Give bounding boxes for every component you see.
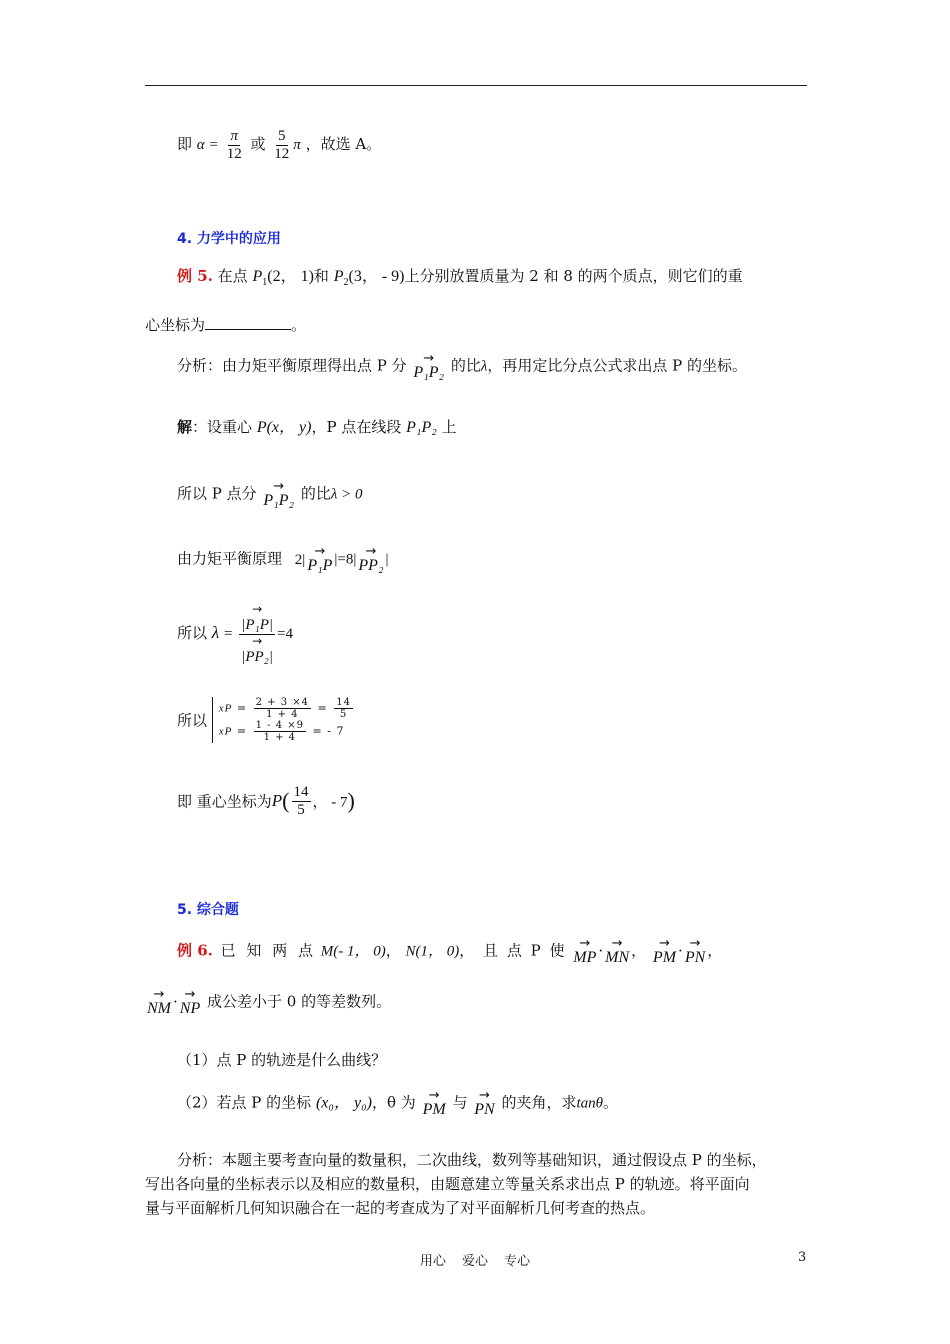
fraction-pi-12: $\frac{\pi}{12}$ — [226, 128, 242, 162]
vector-pn: → PN — [684, 936, 706, 966]
question-1: （1）点 P 的轨迹是什么曲线？ — [177, 1051, 387, 1069]
alpha-result-line — [177, 128, 381, 162]
point-p1: $P_1(2$， 1) — [252, 268, 314, 289]
analysis-6: 分析：本题主要考查向量的数量积，二次曲线，数列等基础知识，通过假设点 P 的坐标， 写出各向量的坐标表示以及相应的数量积，由题意建立等量关系求出点 P 的轨迹。将平面向 量与平面解析几何知识融合在一起的考查成为了对平面解析几何考查的热点。 — [145, 1151, 767, 1217]
ratio-line: 所以 P 点分 → P₁P₂ 的比λ > 0 — [177, 479, 363, 509]
alpha-symbol: α — [196, 137, 205, 153]
page-number: 3 — [798, 1250, 807, 1265]
point-p2: $P_2(3$， - 9) — [333, 268, 405, 289]
example-5-line-1: 例 5. 在点 $P_1(2$， 1)和 $P_2(3$， - 9)上分别放置质量为 2 和 8 的两个质点，则它们的重 — [177, 267, 743, 289]
text: 或 — [250, 135, 266, 153]
solution-line: 解：设重心 P(x， y)，P 点在线段 P₁P₂ 上 — [177, 418, 457, 436]
section-4-heading: 4. 力学中的应用 — [177, 231, 281, 247]
question-2: （2）若点 P 的坐标 (x₀， y₀)，θ 为 → PM 与 → PN 的夹角，求tanθ。 — [177, 1088, 619, 1118]
system-line: 所以 xP = $\frac{2 + 3 \times 4}{1 + 4}$ = $\frac{14}{5}$ xP = $\frac{1 - 4 \times 9}{1 + 4}$ = - 7 — [177, 697, 355, 743]
vector-p1p2: → P₁P₂ — [263, 479, 295, 509]
example-6-line-2: → NM · → NP 成公差小于 0 的等差数列。 — [147, 987, 392, 1017]
vector-nm: → NM — [147, 987, 171, 1017]
answer-blank — [205, 315, 291, 330]
example-label: 例 5. — [177, 267, 213, 285]
vector-p1p2: → P₁P₂ — [413, 351, 445, 381]
equation-system: xP = $\frac{2 + 3 \times 4}{1 + 4}$ = $\frac{14}{5}$ xP = $\frac{1 - 4 \times 9}{1 + 4}$ = - 7 — [212, 697, 355, 743]
vector-np: → NP — [179, 987, 201, 1017]
point-m: M(- 1， 0) — [320, 943, 386, 960]
center-fraction: $\frac{14}{5}$ — [293, 784, 309, 818]
vector-p1p: → P₁P — [307, 544, 333, 574]
vector-pm: → PM — [422, 1088, 446, 1118]
example-5-line-2: 心坐标为 。 — [145, 316, 307, 334]
vector-mn: → MN — [605, 936, 630, 966]
lambda-line: 所以 λ = → |P₁P| → |PP₂| =4 — [177, 602, 293, 665]
segment-p1p2: P₁P₂ — [406, 419, 437, 436]
example-6-line-1: 例 6. 已 知 两 点 M(- 1， 0)， N(1， 0)， 且 点 P 使 → MP · → MN ， → PM · → PN ， — [177, 936, 723, 966]
section-5-heading: 5. 综合题 — [177, 902, 239, 918]
vector-pp2: → PP₂ — [358, 544, 384, 574]
example-label: 例 6. — [177, 941, 213, 960]
analysis-5: 分析：由力矩平衡原理得出点 P 分 → P₁P₂ 的比λ，再用定比分点公式求出点 P 的坐标。 — [177, 351, 748, 381]
equals: = — [209, 137, 218, 153]
footer-motto: 用心 爱心 专心 — [419, 1254, 531, 1269]
fraction-5-12: $\frac{5}{12}$ — [274, 128, 290, 162]
text: ，故选 A。 — [305, 135, 382, 153]
vector-mp: → MP — [573, 936, 597, 966]
text: 即 — [177, 135, 193, 153]
pi-symbol: π — [293, 137, 301, 153]
point-p: P(x， y) — [256, 419, 312, 436]
vector-pn: → PN — [474, 1088, 495, 1118]
vector-pm: → PM — [652, 936, 677, 966]
lambda-fraction: → |P₁P| → |PP₂| — [241, 602, 273, 665]
header-rule — [145, 85, 807, 86]
torque-line: 由力矩平衡原理 2| → P₁P |=8| → PP₂ | — [177, 544, 389, 574]
point-n: N(1， 0) — [405, 943, 460, 960]
center-coordinate-line: 即 重心坐标为P( $\frac{14}{5}$ ， - 7) — [177, 784, 355, 818]
